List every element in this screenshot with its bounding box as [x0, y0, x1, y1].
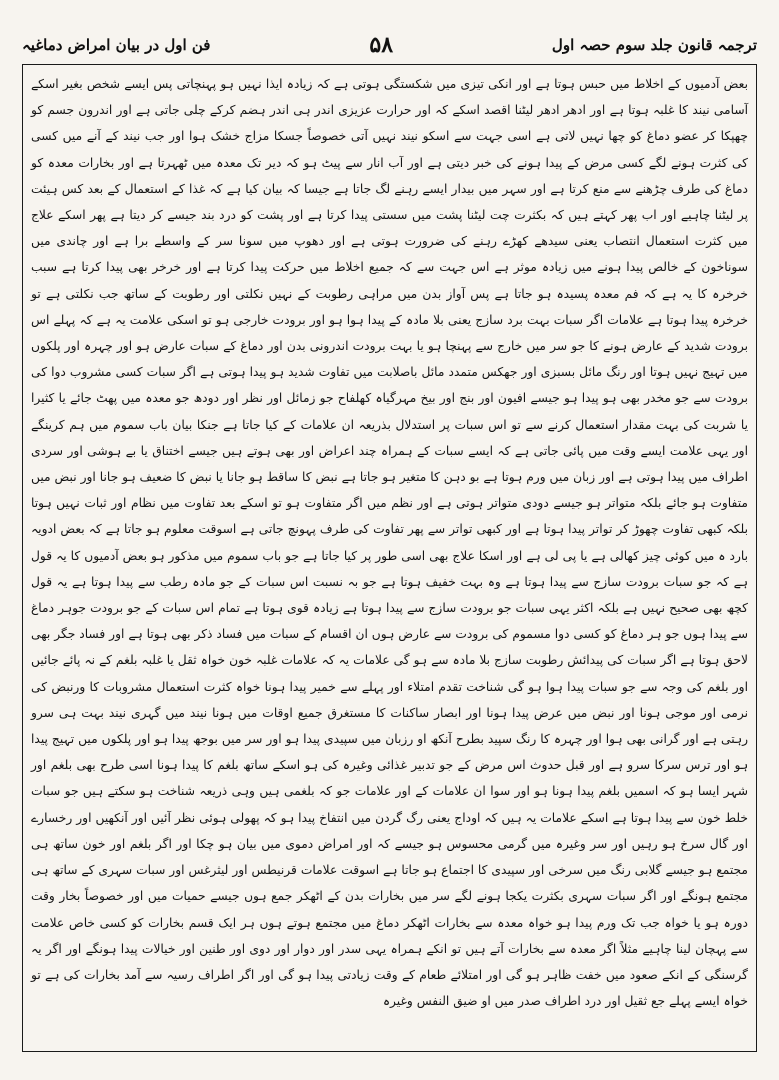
page-number: ۵۸ [369, 32, 394, 58]
page-header [22, 28, 757, 62]
text-frame [22, 64, 757, 1052]
header-chapter-title: فن اول در بیان امراض دماغیہ [22, 36, 211, 54]
body-text: بعض آدمیوں کے اخلاط میں حبس ہوتا ہے اور انکی تیزی میں شکستگی ہوتی ہے کہ زیادہ ایذا نہیں ہو پہنچاتی پس ایسے شخص بغیر اسکے آسامی نیند کا غلبہ ہوتا ہے اور ادھر ادھر لیٹنا اقصد اسکے کہ اور حرارت عزیزی اندر ہی اندر ہضم کرکے چلی جاتی ہے اور اندرون جسم کو چھپکا کر عضو دماغ کو چھا نہیں لاتی ہے اسی جہت سے اسکو نیند نہیں آتی خصوصاً جسکا مزاج خشک ہوا اور جب نیند کے آنے میں کسی کی کثرت ہونے لگے کسی مرض کے پیدا ہونے کی خبر دیتی ہے اور آب انار سے پیٹ ہو کہ دیر تک معدہ میں ٹھہرتا ہے اور بخارات معدہ کو دماغ کی طرف چڑھنے سے منع کرتا ہے اور سہر میں بیدار ایسے رہنے لگ جاتا ہے جیسا کہ بیان کیا ہے کہ غذا کے استعمال کے بعد کس ہیئت پر لیٹنا چاہیے اور اب پھر کہتے ہیں کہ بکثرت چت لیٹنا پشت میں سستی پیدا کرتا ہے اور پشت کو درد بند جیسے کر دیتا ہے پھر اسکے علاج میں کثرت استعمال انتصاب یعنی سیدھے کھڑے رہنے کی ضرورت ہوتی ہے اور دھوپ میں سونا سر کے واسطے برا ہے اور چاندی میں سوناخون کے خالص پیدا ہونے میں زیادہ موثر ہے اس جہت سے کہ جمیع اخلاط میں حرکت پیدا کرتا ہے اور خرخر بھی پیدا کرتا ہے سبب خرخرہ کا یہ ہے کہ فم معدہ پسیدہ ہو جاتا ہے پس آواز بدن میں مراہی رطوبت کے نہیں نکلتی اور رطوبت کے ساتھ جب نکلتی ہے تو خرخرہ پیدا ہوتا ہے علامات اگر سبات بہت برد سازج یعنی بلا مادہ کے پیدا ہوا ہو اور برودت خارجی ہو تو اسکی علامت یہ ہے کہ پہلے اس برودت شدید کے عارض ہونے کا جو سر میں خارج سے پہنچا ہو یا بہت برودت اندرونی بدن اور دماغ کے سبات عارض ہو اور چہرہ اور پلکوں میں تہیج نہیں ہوتا اور رنگ مائل بسبزی اور جھکس متمدد مائل باصلابت میں تفاوت شدید ہو پیدا ہوتی ہے اگر سبات کسی مشروب دوا کی برودت سے جو مخدر بھی ہو پیدا ہو جیسے افیون اور بنج اور بیخ مہرگیاہ کھلفاح جو زمائل اور نظر اور دودھ جو معدہ میں پھٹ جائے یا کثیرا یا شربت کی بہت مقدار استعمال کرنے سے تو اس سبات پر استدلال بذریعہ ان علامات کے کیا جاتا ہے جنکا بیان باب سموم میں ہم کرینگے اور یہی علامت ایسے وقت میں پائی جاتی ہے کہ ایسے سبات کے ہمراہ چند اعراض اور بھی ہوتے ہیں جیسے اختناق یا بے ہوشی اور سردی اطراف میں پیدا ہوتی ہے اور زبان میں ورم ہوتا ہے بو دہن کا متغیر ہو جاتا ہے نبض کا ساقط ہو جانا یا نبض کا ضعیف ہو جانا اور نبض میں متفاوت ہو جائے بلکہ متواتر ہو جیسے دودی متواتر ہوتی ہے اور نظم میں اگر متفاوت ہو تو اسکے بعد تفاوت میں نظام اور ثبات نہیں ہوتا بلکہ کبھی تفاوت چھوڑ کر تواتر پیدا ہوتا ہے اور کبھی تواتر سے پھر تفاوت کی طرف پہونچ جاتی ہے اسوقت معلوم ہو جاتا ہے کہ بعض ادویہ بارد ہ میں کوئی چیز کھالی ہے یا پی لی ہے اور اسکا علاج بھی اسی طور پر کیا جاتا ہے جو باب سموم میں مذکور ہو بعض آدمیوں کا یہ قول ہے کہ جو سبات برودت سازج سے پیدا ہوتا ہے وہ بہت خفیف ہوتا ہے جو بہ نسبت اس سبات کے جو مادہ رطب سے پیدا ہوتا ہے یہ قول کچھ بھی صحیح نہیں ہے بلکہ اکثر یہی سبات جو برودت سازج سے پیدا ہوتا ہے زیادہ قوی ہوتا ہے تمام اس سبات کے جو برودت جوہر دماغ سے پیدا ہوں جو ہر دماغ کو کسی دوا مسموم کی برودت سے عارض ہوں ان اقسام کے سبات میں فساد ذکر بھی ہوتا ہے اور فساد جگر بھی لاحق ہوتا ہے اگر سبات کی پیدائش رطوبت سازج بلا مادہ سے ہو گی علامات یہ کہ علامات غلبہ خون خواہ ثقل یا غلبہ بلغم کے نہ پائے جائیں اور بلغم کی وجہ سے جو سبات پیدا ہوا ہو گی شناخت تقدم امتلاء اور پہلے سے خمیر پیدا ہونا خواہ کثرت استعمال مشروبات کا ورنبض کی نرمی اور موجی ہونا اور نبض میں عرض پیدا ہونا اور ابصار ساکنات کا مستغرق جمیع اوقات میں ہونا نیند میں گہری نیند بہت ہی سرو رہتی ہے اور گرانی بھی ہوا اور چہرہ کا رنگ سپید بطرح آنکھ او رزبان میں سپیدی پیدا ہو اور سر میں بوجھ پیدا ہو اور پلکوں میں تہیج پیدا ہو اور ترس سرکا سرو ہے اور قبل حدوث اس مرض کے جو تدبیر غذائی وغیرہ کی ہو اسکے ساتھ بلغم کا پیدا ہونا اسی طرح بھی بلغم اور شہر ایسا ہو کہ اسمیں بلغم پیدا ہونا ہو اور سوا ان علامات کے اور علامات جو کہ بلغمی ہیں وہی ذریعہ شناخت ہو سکتے ہیں جو سبات خلط خون سے پیدا ہوتا ہے اسکے علامات یہ ہیں کہ اوداج یعنی رگ گردن میں انتفاخ پیدا ہو کہ پھولی ہوئی نظر آئیں اور آنکھیں اور رخسارے اور گال سرخ ہو رہیں اور سر وغیرہ میں گرمی محسوس ہو جیسے کہ اور امراض دموی میں بیان ہو چکا اور اگر بلغم اور خون ساتھ ہی مجتمع ہو جیسے گلابی رنگ میں سرخی اور سپیدی کا اجتماع ہو جاتا ہے اسوقت علامات قرنیطس اور لیثرغس اور سبات سہری کے ساتھ ہی مجتمع ہونگے اور اگر سبات سہری بکثرت یکجا ہونے لگے سر میں بخارات بدن کے اٹھکر جمع ہوں جیسے حمیات میں اور خصوصاً بخار وقت دورہ ہو یا خواہ جب تک ورم پیدا ہو خواہ معدہ سے بخارات اٹھکر دماغ میں مجتمع ہوتے ہوں ہر ایک قسم بخارات کو کسی خاص علامت سے پہچان لینا چاہیے مثلاً اگر معدہ سے بخارات آتے ہیں تو انکے ہمراہ یہی سدر اور دوار اور دوی اور طنین اور خیالات پیدا ہونگے اور اگر یہ گرسنگی کے انکے صعود میں خفت ظاہر ہو گی اور امتلائے طعام کے وقت زیادتی پیدا ہو گی اور اگر اطراف رسیہ سے آمد بخارات کی ہے تو خواہ ایسے پہلے جع ثقیل اور درد اطراف صدر میں او ضیق النفس وغیرہ [31, 77, 748, 1009]
header-book-title: ترجمہ قانون جلد سوم حصہ اول [551, 36, 757, 54]
